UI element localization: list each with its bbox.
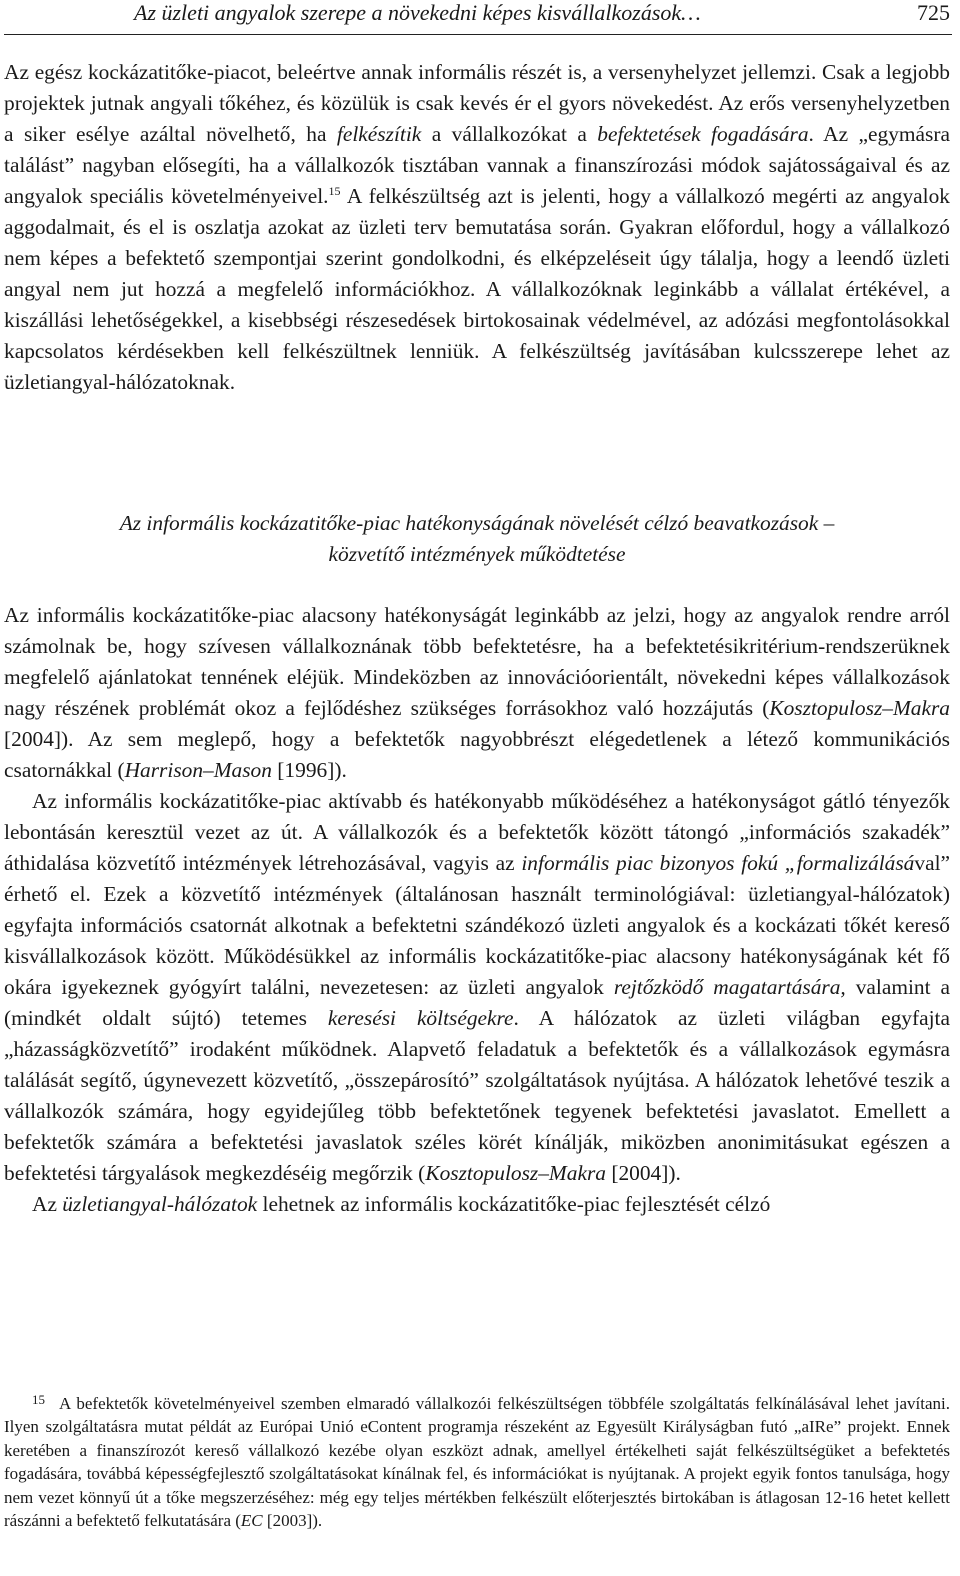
emphasis-text: rejtőzködő magatartására, bbox=[613, 975, 846, 999]
section-heading-line: Az informális kockázatitőke-piac hatékonyságának növelését célzó beavatkozások – bbox=[119, 511, 835, 535]
emphasis-text: felkészítik bbox=[336, 122, 422, 146]
emphasis-text: befektetések fogadására bbox=[597, 122, 809, 146]
citation-authors: Kosztopulosz–Makra bbox=[769, 696, 950, 720]
paragraph-networks: Az informális kockázatitőke-piac aktívabb és hatékonyabb működéséhez a hatékonyságot gátló tényezők lebontásán keresztül vezet az út. A vállalkozók és a befektetők között tátongó „információs szakadék” áthidalása közvetítő intézmények létrehozásával, vagyis az informális piac bizonyos fokú „formalizálásával” érhető el. Ezek a közvetítő intézmények (általánosan használt terminológiával: üzletiangyal-hálózatok) egyfajta információs csatornát alkotnak a befektetni szándékozó üzleti angyalok és a kockázati tőkét kereső kisvállalkozások között. Működésükkel az informális kockázatitőke-piac alacsony hatékonyságának két fő okára igyekeznek gyógyírt találni, nevezetesen: az üzleti angyalok rejtőzködő magatartására, valamint a (mindkét oldalt sújtó) tetemes keresési költségekre. A hálózatok az üzleti világban egyfajta „házasságközvetítő” irodaként működnek. Alapvető feladatuk a befektetők és a vállalkozások egymásra találását segítő, úgyneveze​tt közvetítő, „összepárosító” szolgáltatások nyújtása. A hálózatok lehetővé teszik a vállalkozók számára, hogy egyidejűleg több befektetőnek tegyenek befektetési javaslatot. Emellett a befektetők számára a befektetési javaslatok széles körét kínálják, miközben anonimitásukat egészen a befektetési tárgyalások megkezdéséig megőrzik (Kosztopulosz–Makra [2004]). bbox=[4, 789, 951, 1185]
citation-authors: EC bbox=[240, 1511, 263, 1531]
citation-authors: Kosztopulosz–Makra bbox=[425, 1161, 606, 1185]
paragraph-preparedness: Az egész kockázatitőke-piacot, beleértve annak informális részét is, a versenyhelyzet jellemzi. Csak a legjobb projektek jutnak angyali tőkéhez, és közülük is csak kevés ér el gyors növekedést. Az erős versenyhelyzetben a siker esélye azáltal növelhető, ha felkészítik a vállalkozókat a befektetések fogadására. Az „egymásra találást” nagyban elősegíti, ha a vállalkozók tisztában vannak a finanszírozási módok sajátosságaival és az angyalok speciális követelményeivel.$^{15}$ A felkészültség azt is jelenti, hogy a vállalkozó megérti az angyalok aggodalmait, és el is oszlatja azokat az üzleti terv bemutatása során. Gyakran előfordul, hogy a vállalkozó nem képes a befektető szempontjai szerint gondolkodni, és elképzeléseit úgy tálalja, hogy a leendő üzleti angyal nem jut hozzá a megfelelő információkhoz. A vállalkozóknak leginkább a vállalat értékével, a kiszállási lehetőségekkel, a kisebbségi részesedések birtokosainak védelmével, az adózási megfontolásokkal kapcsolatos kérdésekben kell felkészültnek lenniük. A felkészültség javításában kulcsszerepe lehet az üzletiangyal-hálózatoknak. bbox=[4, 60, 950, 394]
running-title: Az üzleti angyalok szerepe a növekedni képes kisvállalkozások… bbox=[134, 0, 701, 25]
footnote-reference: 15 bbox=[328, 183, 341, 198]
body-text-top bbox=[4, 57, 950, 398]
page-number: 725 bbox=[917, 0, 950, 25]
running-header bbox=[4, 0, 952, 35]
paragraph-efficiency: Az informális kockázatitőke-piac alacsony hatékonyságát leginkább az jelzi, hogy az angyalok rendre arról számolnak be, hogy szívesen vállalkoznának több befektetésre, ha a befektetésikritérium-rendszerüknek megfelelő ajánlatokat tennének eléjük. Mindeközben az innovációorientált, növekedni képes vállalkozások nagy részének problémát okoz a fejlődéshez szükséges forrásokhoz való hozzájutás (Kosztopulosz–Makra [2004]). Az sem meglepő, hogy a befektetők nagyobbrészt elégedetlenek a létező kommunikációs csatornákkal (Harrison–Mason [1996]). bbox=[4, 603, 950, 782]
footnote-number: 15 bbox=[32, 1392, 45, 1407]
citation-authors: Harrison–Mason bbox=[124, 758, 272, 782]
emphasis-text: üzletiangyal-hálózatok bbox=[62, 1192, 258, 1216]
section-heading bbox=[4, 508, 950, 570]
emphasis-text: informális piac bizonyos fokú „formalizálásá bbox=[521, 851, 915, 875]
paragraph-closing: Az üzletiangyal-hálózatok lehetnek az informális kockázatitőke-piac fejlesztését célzó bbox=[32, 1192, 771, 1216]
emphasis-text: keresési költségekre bbox=[327, 1006, 514, 1030]
body-text-section bbox=[4, 600, 950, 1220]
footnote: $^{15}$ A befektetők követelményeivel szemben elmaradó vállalkozói felkészültségen többféle szolgáltatás felkínálásával lehet javítani. Ilyen szolgáltatásra mutat példát az Európai Unió eContent programja részeként az Egyesült Királyságban futó „aIRe” projekt. Ennek keretében a finanszírozót kereső vállalkozó kezébe olyan eszközt adnak, amellyel értékelheti saját felkészültségüket a befektetés fogadására, továbbá képességfejlesztő szolgáltatásokat kínálnak fel, és információkat is nyújtanak. A projekt egyik fontos tanulsága, hogy nem vezet könnyű út a tőke megszerzéséhez: még egy teljes mértékben felkészült előterjesztés birtokában is átlagosan 12-16 hetet kellett rászánni a befektető felkutatására (EC [2003]). bbox=[4, 1392, 950, 1531]
section-heading-line: közvetítő intézmények működtetése bbox=[328, 542, 626, 566]
